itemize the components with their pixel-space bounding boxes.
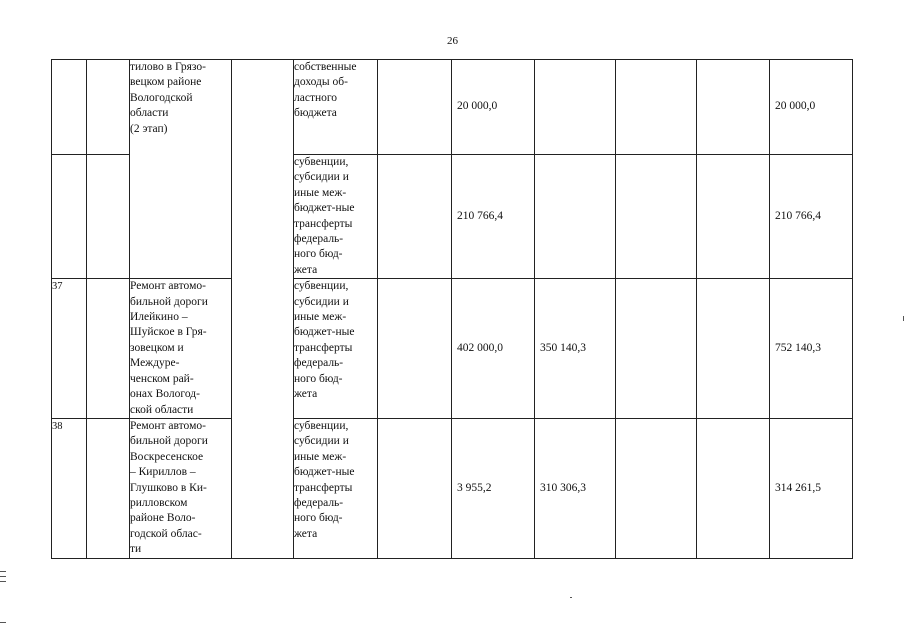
funding-source-line: бюджета (294, 107, 337, 120)
amount-year1-cell: 210 766,4 (452, 155, 535, 279)
empty-cell (87, 155, 130, 279)
table-row (52, 418, 853, 558)
funding-source-line: субсидии и (294, 435, 349, 448)
empty-cell (378, 60, 452, 155)
funding-source-line: иные меж- (294, 450, 347, 463)
table-row (52, 279, 853, 419)
object-name-line: Шуйское в Гря- (130, 326, 207, 339)
object-name-cell (130, 418, 232, 558)
funding-source-line: трансферты (294, 481, 353, 494)
amount-year2-cell (535, 155, 616, 279)
funding-source-line: ного бюд- (294, 512, 343, 525)
scan-speck (0, 622, 6, 623)
funding-source-line: иные меж- (294, 311, 347, 324)
object-name-line: вецком районе (130, 76, 202, 89)
amount-year2-cell (535, 60, 616, 155)
scan-speck (0, 581, 6, 582)
amount-year2-cell: 350 140,3 (535, 279, 616, 419)
object-name-line: – Кириллов – (130, 466, 196, 479)
object-name-cell (130, 279, 232, 419)
funding-source-line: собственные (294, 61, 357, 73)
amount-total-cell: 210 766,4 (770, 155, 853, 279)
object-name-line: ти (130, 543, 142, 556)
object-name-line: бильной дороги (130, 435, 208, 448)
empty-cell (616, 155, 697, 279)
row-number-cell: 38 (52, 418, 87, 558)
amount-year2-cell: 310 306,3 (535, 418, 616, 558)
funding-source-line: ластного (294, 91, 338, 104)
object-name-line: онах Вологод- (130, 388, 200, 401)
object-name-line: Междуре- (130, 357, 180, 370)
empty-cell (697, 60, 770, 155)
scan-speck (570, 597, 572, 598)
funding-source-line: доходы об- (294, 76, 348, 89)
row-number-cell (52, 155, 87, 279)
object-name-line: рилловском (130, 496, 188, 509)
funding-source-cell (294, 155, 378, 279)
funding-source-line: ного бюд- (294, 248, 343, 261)
object-name-line: бильной дороги (130, 295, 208, 308)
funding-source-cell (294, 418, 378, 558)
funding-source-line: бюджет-ные (294, 466, 355, 479)
funding-source-line: жета (294, 527, 318, 540)
amount-total-cell: 314 261,5 (770, 418, 853, 558)
object-name-line: (2 этап) (130, 122, 168, 135)
empty-cell (87, 60, 130, 155)
budget-table (51, 59, 853, 559)
scan-speck (903, 316, 904, 321)
object-name-line: Воскресенское (130, 450, 204, 463)
empty-cell (378, 155, 452, 279)
object-name-line: ской области (130, 403, 194, 416)
funding-source-line: субвенции, (294, 156, 349, 168)
funding-source-line: федераль- (294, 233, 344, 246)
funding-source-line: федераль- (294, 496, 344, 509)
object-name-line: зовецком и (130, 341, 184, 354)
object-name-line: тилово в Грязо- (130, 61, 206, 73)
empty-cell (87, 279, 130, 419)
empty-cell (232, 60, 294, 559)
funding-source-line: субвенции, (294, 280, 349, 293)
row-number-cell: 37 (52, 279, 87, 419)
scan-speck (0, 571, 6, 572)
funding-source-line: трансферты (294, 341, 353, 354)
empty-cell (616, 279, 697, 419)
amount-total-cell: 20 000,0 (770, 60, 853, 155)
funding-source-line: бюджет-ные (294, 202, 355, 215)
empty-cell (378, 279, 452, 419)
empty-cell (697, 279, 770, 419)
object-name-line: Ремонт автомо- (130, 419, 206, 432)
object-name-cell (130, 60, 232, 279)
object-name-line: ченском рай- (130, 372, 194, 385)
object-name-line: области (130, 107, 169, 120)
object-name-line: Илейкино – (130, 311, 188, 324)
funding-source-line: ного бюд- (294, 372, 343, 385)
amount-year1-cell: 402 000,0 (452, 279, 535, 419)
funding-source-line: субсидии и (294, 295, 349, 308)
funding-source-line: субвенции, (294, 419, 349, 432)
amount-year1-cell: 3 955,2 (452, 418, 535, 558)
funding-source-line: бюджет-ные (294, 326, 355, 339)
funding-source-line: жета (294, 263, 318, 276)
amount-total-cell: 752 140,3 (770, 279, 853, 419)
empty-cell (378, 418, 452, 558)
empty-cell (616, 60, 697, 155)
funding-source-line: жета (294, 388, 318, 401)
empty-cell (616, 418, 697, 558)
scan-speck (0, 576, 6, 577)
funding-source-line: трансферты (294, 217, 353, 230)
empty-cell (697, 418, 770, 558)
funding-source-cell (294, 60, 378, 155)
empty-cell (87, 418, 130, 558)
empty-cell (697, 155, 770, 279)
amount-year1-cell: 20 000,0 (452, 60, 535, 155)
page-number: 26 (447, 35, 458, 47)
object-name-line: Ремонт автомо- (130, 280, 206, 293)
object-name-line: районе Воло- (130, 512, 196, 525)
object-name-line: Вологодской (130, 91, 193, 104)
funding-source-line: федераль- (294, 357, 344, 370)
table-row (52, 60, 853, 155)
funding-source-line: иные меж- (294, 186, 347, 199)
object-name-line: Глушково в Ки- (130, 481, 207, 494)
funding-source-line: субсидии и (294, 171, 349, 184)
row-number-cell (52, 60, 87, 155)
funding-source-cell (294, 279, 378, 419)
object-name-line: годской облас- (130, 527, 202, 540)
